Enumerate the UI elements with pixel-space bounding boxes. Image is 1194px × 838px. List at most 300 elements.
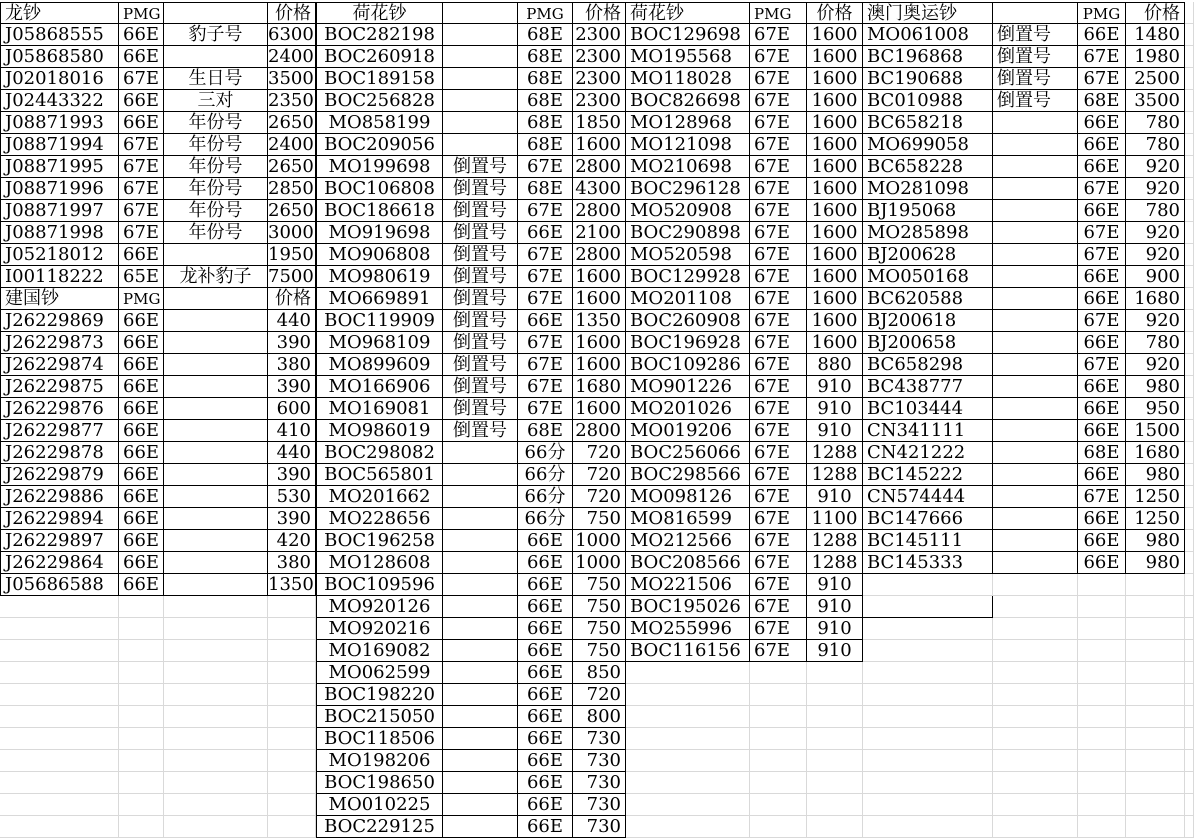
table-cell-l28[interactable]	[863, 596, 993, 618]
table-cell-l22[interactable]: BC145222	[863, 464, 993, 486]
table-cell-a20[interactable]: J26229877	[0, 420, 119, 442]
table-cell-e26[interactable]: MO128608	[316, 552, 443, 574]
table-cell-c13[interactable]: 龙补豹子	[164, 266, 268, 288]
table-cell-b19[interactable]: 66E	[119, 398, 164, 420]
table-cell-j10[interactable]: 67E	[750, 200, 807, 222]
table-cell-a32[interactable]	[0, 684, 119, 706]
table-cell-m6[interactable]	[993, 112, 1078, 134]
table-cell-e5[interactable]: BOC256828	[316, 90, 443, 112]
table-cell-n15[interactable]: 67E	[1078, 310, 1126, 332]
table-cell-g29[interactable]: 66E	[518, 618, 573, 640]
table-cell-m21[interactable]	[993, 442, 1078, 464]
table-cell-j18[interactable]: 67E	[750, 376, 807, 398]
table-cell-d9[interactable]: 2850	[268, 178, 316, 200]
table-cell-a22[interactable]: J26229879	[0, 464, 119, 486]
table-cell-d18[interactable]: 390	[268, 376, 316, 398]
table-cell-j25[interactable]: 67E	[750, 530, 807, 552]
table-cell-d26[interactable]: 380	[268, 552, 316, 574]
table-cell-n5[interactable]: 68E	[1078, 90, 1126, 112]
table-cell-l26[interactable]: BC145333	[863, 552, 993, 574]
table-cell-e17[interactable]: MO899609	[316, 354, 443, 376]
table-cell-m23[interactable]	[993, 486, 1078, 508]
table-cell-l27[interactable]	[863, 574, 993, 596]
table-cell-k38[interactable]	[807, 816, 863, 838]
table-cell-d31[interactable]	[268, 662, 316, 684]
table-cell-n33[interactable]	[1078, 706, 1126, 728]
table-cell-i30[interactable]: BOC116156	[626, 640, 750, 662]
table-cell-f12[interactable]: 倒置号	[443, 244, 518, 266]
table-cell-k31[interactable]	[807, 662, 863, 684]
table-cell-k35[interactable]	[807, 750, 863, 772]
table-cell-h12[interactable]: 2800	[573, 244, 626, 266]
table-cell-d21[interactable]: 440	[268, 442, 316, 464]
table-cell-c34[interactable]	[164, 728, 268, 750]
header-cell-p1[interactable]	[1185, 2, 1194, 24]
table-cell-n35[interactable]	[1078, 750, 1126, 772]
table-cell-m9[interactable]	[993, 178, 1078, 200]
table-cell-e30[interactable]: MO169082	[316, 640, 443, 662]
table-cell-m11[interactable]	[993, 222, 1078, 244]
table-cell-f2[interactable]	[443, 24, 518, 46]
table-cell-k4[interactable]: 1600	[807, 68, 863, 90]
table-cell-b11[interactable]: 67E	[119, 222, 164, 244]
table-cell-e6[interactable]: MO858199	[316, 112, 443, 134]
table-cell-n16[interactable]: 66E	[1078, 332, 1126, 354]
table-cell-c4[interactable]: 生日号	[164, 68, 268, 90]
table-cell-b33[interactable]	[119, 706, 164, 728]
table-cell-d11[interactable]: 3000	[268, 222, 316, 244]
table-cell-g18[interactable]: 67E	[518, 376, 573, 398]
table-cell-k19[interactable]: 910	[807, 398, 863, 420]
table-cell-j36[interactable]	[750, 772, 807, 794]
table-cell-p6[interactable]	[1185, 112, 1194, 134]
table-cell-a37[interactable]	[0, 794, 119, 816]
table-cell-f7[interactable]	[443, 134, 518, 156]
table-cell-b6[interactable]: 66E	[119, 112, 164, 134]
table-cell-o5[interactable]: 3500	[1126, 90, 1185, 112]
table-cell-m34[interactable]	[993, 728, 1078, 750]
table-cell-j34[interactable]	[750, 728, 807, 750]
table-cell-n21[interactable]: 68E	[1078, 442, 1126, 464]
table-cell-n30[interactable]	[1078, 640, 1126, 662]
table-cell-b2[interactable]: 66E	[119, 24, 164, 46]
table-cell-n32[interactable]	[1078, 684, 1126, 706]
table-cell-k22[interactable]: 1288	[807, 464, 863, 486]
table-cell-f15[interactable]: 倒置号	[443, 310, 518, 332]
table-cell-g25[interactable]: 66E	[518, 530, 573, 552]
table-cell-p28[interactable]	[1185, 596, 1194, 618]
table-cell-f32[interactable]	[443, 684, 518, 706]
table-cell-d25[interactable]: 420	[268, 530, 316, 552]
table-cell-g13[interactable]: 67E	[518, 266, 573, 288]
table-cell-j35[interactable]	[750, 750, 807, 772]
table-cell-p35[interactable]	[1185, 750, 1194, 772]
table-cell-b27[interactable]: 66E	[119, 574, 164, 596]
table-cell-n38[interactable]	[1078, 816, 1126, 838]
table-cell-g21[interactable]: 66分	[518, 442, 573, 464]
table-cell-a34[interactable]	[0, 728, 119, 750]
table-cell-a2[interactable]: J05868555	[0, 24, 119, 46]
table-cell-l31[interactable]	[863, 662, 993, 684]
table-cell-j15[interactable]: 67E	[750, 310, 807, 332]
table-cell-b24[interactable]: 66E	[119, 508, 164, 530]
table-cell-o8[interactable]: 920	[1126, 156, 1185, 178]
table-cell-p25[interactable]	[1185, 530, 1194, 552]
table-cell-b31[interactable]	[119, 662, 164, 684]
table-cell-m32[interactable]	[993, 684, 1078, 706]
table-cell-c26[interactable]	[164, 552, 268, 574]
table-cell-p5[interactable]	[1185, 90, 1194, 112]
table-cell-f20[interactable]: 倒置号	[443, 420, 518, 442]
header-cell-e1[interactable]: 荷花钞	[316, 2, 443, 24]
table-cell-h3[interactable]: 2300	[573, 46, 626, 68]
table-cell-g33[interactable]: 66E	[518, 706, 573, 728]
table-cell-h37[interactable]: 730	[573, 794, 626, 816]
table-cell-o11[interactable]: 920	[1126, 222, 1185, 244]
table-cell-k32[interactable]	[807, 684, 863, 706]
header-cell-j1[interactable]: PMG	[750, 2, 807, 24]
table-cell-h29[interactable]: 750	[573, 618, 626, 640]
table-cell-o30[interactable]	[1126, 640, 1185, 662]
table-cell-f33[interactable]	[443, 706, 518, 728]
table-cell-n7[interactable]: 66E	[1078, 134, 1126, 156]
table-cell-j21[interactable]: 67E	[750, 442, 807, 464]
table-cell-k6[interactable]: 1600	[807, 112, 863, 134]
table-cell-l13[interactable]: MO050168	[863, 266, 993, 288]
table-cell-m16[interactable]	[993, 332, 1078, 354]
table-cell-c27[interactable]	[164, 574, 268, 596]
table-cell-e7[interactable]: BOC209056	[316, 134, 443, 156]
table-cell-l19[interactable]: BC103444	[863, 398, 993, 420]
table-cell-o17[interactable]: 920	[1126, 354, 1185, 376]
table-cell-p23[interactable]	[1185, 486, 1194, 508]
header-cell-k14[interactable]: 1600	[807, 288, 863, 310]
table-cell-j12[interactable]: 67E	[750, 244, 807, 266]
table-cell-i5[interactable]: BOC826698	[626, 90, 750, 112]
table-cell-e22[interactable]: BOC565801	[316, 464, 443, 486]
table-cell-o3[interactable]: 1980	[1126, 46, 1185, 68]
table-cell-e25[interactable]: BOC196258	[316, 530, 443, 552]
table-cell-m15[interactable]	[993, 310, 1078, 332]
table-cell-l7[interactable]: MO699058	[863, 134, 993, 156]
table-cell-a19[interactable]: J26229876	[0, 398, 119, 420]
table-cell-e11[interactable]: MO919698	[316, 222, 443, 244]
table-cell-k20[interactable]: 910	[807, 420, 863, 442]
table-cell-o37[interactable]	[1126, 794, 1185, 816]
table-cell-g22[interactable]: 66分	[518, 464, 573, 486]
table-cell-i28[interactable]: BOC195026	[626, 596, 750, 618]
table-cell-k33[interactable]	[807, 706, 863, 728]
table-cell-h26[interactable]: 1000	[573, 552, 626, 574]
table-cell-c15[interactable]	[164, 310, 268, 332]
table-cell-j32[interactable]	[750, 684, 807, 706]
table-cell-p38[interactable]	[1185, 816, 1194, 838]
table-cell-h8[interactable]: 2800	[573, 156, 626, 178]
table-cell-b29[interactable]	[119, 618, 164, 640]
table-cell-d35[interactable]	[268, 750, 316, 772]
table-cell-k7[interactable]: 1600	[807, 134, 863, 156]
table-cell-b21[interactable]: 66E	[119, 442, 164, 464]
table-cell-a25[interactable]: J26229897	[0, 530, 119, 552]
table-cell-o4[interactable]: 2500	[1126, 68, 1185, 90]
table-cell-j8[interactable]: 67E	[750, 156, 807, 178]
header-cell-j14[interactable]: 67E	[750, 288, 807, 310]
header-cell-a1[interactable]: 龙钞	[0, 2, 119, 24]
table-cell-a36[interactable]	[0, 772, 119, 794]
table-cell-j26[interactable]: 67E	[750, 552, 807, 574]
table-cell-b7[interactable]: 67E	[119, 134, 164, 156]
table-cell-g34[interactable]: 66E	[518, 728, 573, 750]
table-cell-h2[interactable]: 2300	[573, 24, 626, 46]
table-cell-c24[interactable]	[164, 508, 268, 530]
table-cell-b26[interactable]: 66E	[119, 552, 164, 574]
table-cell-i22[interactable]: BOC298566	[626, 464, 750, 486]
table-cell-p4[interactable]	[1185, 68, 1194, 90]
table-cell-j2[interactable]: 67E	[750, 24, 807, 46]
table-cell-p3[interactable]	[1185, 46, 1194, 68]
table-cell-c29[interactable]	[164, 618, 268, 640]
table-cell-k21[interactable]: 1288	[807, 442, 863, 464]
table-cell-f4[interactable]	[443, 68, 518, 90]
table-cell-i2[interactable]: BOC129698	[626, 24, 750, 46]
table-cell-p26[interactable]	[1185, 552, 1194, 574]
table-cell-h36[interactable]: 730	[573, 772, 626, 794]
table-cell-d7[interactable]: 2400	[268, 134, 316, 156]
table-cell-m35[interactable]	[993, 750, 1078, 772]
table-cell-d33[interactable]	[268, 706, 316, 728]
table-cell-c35[interactable]	[164, 750, 268, 772]
table-cell-f28[interactable]	[443, 596, 518, 618]
table-cell-a15[interactable]: J26229869	[0, 310, 119, 332]
table-cell-g7[interactable]: 68E	[518, 134, 573, 156]
table-cell-c11[interactable]: 年份号	[164, 222, 268, 244]
table-cell-a17[interactable]: J26229874	[0, 354, 119, 376]
table-cell-l32[interactable]	[863, 684, 993, 706]
table-cell-o12[interactable]: 920	[1126, 244, 1185, 266]
table-cell-b13[interactable]: 65E	[119, 266, 164, 288]
table-cell-n12[interactable]: 67E	[1078, 244, 1126, 266]
table-cell-d15[interactable]: 440	[268, 310, 316, 332]
table-cell-j31[interactable]	[750, 662, 807, 684]
table-cell-h38[interactable]: 730	[573, 816, 626, 838]
table-cell-l18[interactable]: BC438777	[863, 376, 993, 398]
table-cell-c25[interactable]	[164, 530, 268, 552]
table-cell-a11[interactable]: J08871998	[0, 222, 119, 244]
table-cell-o26[interactable]: 980	[1126, 552, 1185, 574]
table-cell-a38[interactable]	[0, 816, 119, 838]
table-cell-l6[interactable]: BC658218	[863, 112, 993, 134]
table-cell-i32[interactable]	[626, 684, 750, 706]
table-cell-h17[interactable]: 1600	[573, 354, 626, 376]
table-cell-n4[interactable]: 67E	[1078, 68, 1126, 90]
header-cell-d14[interactable]: 价格	[268, 288, 316, 310]
table-cell-j24[interactable]: 67E	[750, 508, 807, 530]
table-cell-o33[interactable]	[1126, 706, 1185, 728]
table-cell-g37[interactable]: 66E	[518, 794, 573, 816]
table-cell-l34[interactable]	[863, 728, 993, 750]
table-cell-m25[interactable]	[993, 530, 1078, 552]
table-cell-p12[interactable]	[1185, 244, 1194, 266]
table-cell-j11[interactable]: 67E	[750, 222, 807, 244]
table-cell-a24[interactable]: J26229894	[0, 508, 119, 530]
table-cell-l36[interactable]	[863, 772, 993, 794]
table-cell-b36[interactable]	[119, 772, 164, 794]
table-cell-f23[interactable]	[443, 486, 518, 508]
table-cell-p24[interactable]	[1185, 508, 1194, 530]
header-cell-b14[interactable]: PMG	[119, 288, 164, 310]
table-cell-c33[interactable]	[164, 706, 268, 728]
table-cell-g4[interactable]: 68E	[518, 68, 573, 90]
header-cell-l1[interactable]: 澳门奥运钞	[863, 2, 993, 24]
table-cell-a9[interactable]: J08871996	[0, 178, 119, 200]
table-cell-j6[interactable]: 67E	[750, 112, 807, 134]
table-cell-a8[interactable]: J08871995	[0, 156, 119, 178]
table-cell-g31[interactable]: 66E	[518, 662, 573, 684]
table-cell-h32[interactable]: 720	[573, 684, 626, 706]
table-cell-d32[interactable]	[268, 684, 316, 706]
table-cell-p11[interactable]	[1185, 222, 1194, 244]
table-cell-p9[interactable]	[1185, 178, 1194, 200]
table-cell-g5[interactable]: 68E	[518, 90, 573, 112]
table-cell-n36[interactable]	[1078, 772, 1126, 794]
table-cell-f34[interactable]	[443, 728, 518, 750]
table-cell-d38[interactable]	[268, 816, 316, 838]
table-cell-e35[interactable]: MO198206	[316, 750, 443, 772]
table-cell-n37[interactable]	[1078, 794, 1126, 816]
table-cell-a29[interactable]	[0, 618, 119, 640]
table-cell-l17[interactable]: BC658298	[863, 354, 993, 376]
table-cell-k8[interactable]: 1600	[807, 156, 863, 178]
table-cell-b20[interactable]: 66E	[119, 420, 164, 442]
table-cell-i34[interactable]	[626, 728, 750, 750]
table-cell-i26[interactable]: BOC208566	[626, 552, 750, 574]
table-cell-n31[interactable]	[1078, 662, 1126, 684]
table-cell-h30[interactable]: 750	[573, 640, 626, 662]
table-cell-k18[interactable]: 910	[807, 376, 863, 398]
table-cell-h15[interactable]: 1350	[573, 310, 626, 332]
table-cell-e16[interactable]: MO968109	[316, 332, 443, 354]
table-cell-a18[interactable]: J26229875	[0, 376, 119, 398]
table-cell-h16[interactable]: 1600	[573, 332, 626, 354]
table-cell-n26[interactable]: 66E	[1078, 552, 1126, 574]
table-cell-k5[interactable]: 1600	[807, 90, 863, 112]
header-cell-o14[interactable]: 1680	[1126, 288, 1185, 310]
table-cell-o9[interactable]: 920	[1126, 178, 1185, 200]
table-cell-p20[interactable]	[1185, 420, 1194, 442]
header-cell-i1[interactable]: 荷花钞	[626, 2, 750, 24]
table-cell-b25[interactable]: 66E	[119, 530, 164, 552]
table-cell-k2[interactable]: 1600	[807, 24, 863, 46]
header-cell-f14[interactable]: 倒置号	[443, 288, 518, 310]
table-cell-l33[interactable]	[863, 706, 993, 728]
table-cell-j17[interactable]: 67E	[750, 354, 807, 376]
table-cell-f38[interactable]	[443, 816, 518, 838]
table-cell-d4[interactable]: 3500	[268, 68, 316, 90]
table-cell-o20[interactable]: 1500	[1126, 420, 1185, 442]
table-cell-i37[interactable]	[626, 794, 750, 816]
table-cell-a16[interactable]: J26229873	[0, 332, 119, 354]
table-cell-p32[interactable]	[1185, 684, 1194, 706]
table-cell-f11[interactable]: 倒置号	[443, 222, 518, 244]
table-cell-f24[interactable]	[443, 508, 518, 530]
table-cell-h28[interactable]: 750	[573, 596, 626, 618]
table-cell-m24[interactable]	[993, 508, 1078, 530]
header-cell-n14[interactable]: 66E	[1078, 288, 1126, 310]
table-cell-m37[interactable]	[993, 794, 1078, 816]
table-cell-a4[interactable]: J02018016	[0, 68, 119, 90]
table-cell-e9[interactable]: BOC106808	[316, 178, 443, 200]
table-cell-h13[interactable]: 1600	[573, 266, 626, 288]
table-cell-n19[interactable]: 66E	[1078, 398, 1126, 420]
table-cell-g36[interactable]: 66E	[518, 772, 573, 794]
table-cell-o22[interactable]: 980	[1126, 464, 1185, 486]
table-cell-g26[interactable]: 66E	[518, 552, 573, 574]
table-cell-a12[interactable]: J05218012	[0, 244, 119, 266]
table-cell-e4[interactable]: BOC189158	[316, 68, 443, 90]
table-cell-e37[interactable]: MO010225	[316, 794, 443, 816]
table-cell-f21[interactable]	[443, 442, 518, 464]
table-cell-p18[interactable]	[1185, 376, 1194, 398]
table-cell-o29[interactable]	[1126, 618, 1185, 640]
header-cell-b1[interactable]: PMG	[119, 2, 164, 24]
table-cell-m18[interactable]	[993, 376, 1078, 398]
table-cell-n24[interactable]: 66E	[1078, 508, 1126, 530]
table-cell-g28[interactable]: 66E	[518, 596, 573, 618]
table-cell-l35[interactable]	[863, 750, 993, 772]
table-cell-g27[interactable]: 66E	[518, 574, 573, 596]
table-cell-h27[interactable]: 750	[573, 574, 626, 596]
header-cell-k1[interactable]: 价格	[807, 2, 863, 24]
table-cell-k23[interactable]: 910	[807, 486, 863, 508]
table-cell-j20[interactable]: 67E	[750, 420, 807, 442]
table-cell-c3[interactable]	[164, 46, 268, 68]
table-cell-l11[interactable]: MO285898	[863, 222, 993, 244]
header-cell-l14[interactable]: BC620588	[863, 288, 993, 310]
header-cell-m14[interactable]	[993, 288, 1078, 310]
table-cell-i11[interactable]: BOC290898	[626, 222, 750, 244]
table-cell-h25[interactable]: 1000	[573, 530, 626, 552]
table-cell-p16[interactable]	[1185, 332, 1194, 354]
table-cell-m36[interactable]	[993, 772, 1078, 794]
table-cell-l3[interactable]: BC196868	[863, 46, 993, 68]
table-cell-d30[interactable]	[268, 640, 316, 662]
table-cell-g16[interactable]: 67E	[518, 332, 573, 354]
table-cell-n25[interactable]: 66E	[1078, 530, 1126, 552]
table-cell-e20[interactable]: MO986019	[316, 420, 443, 442]
table-cell-d29[interactable]	[268, 618, 316, 640]
table-cell-c30[interactable]	[164, 640, 268, 662]
table-cell-b35[interactable]	[119, 750, 164, 772]
table-cell-a21[interactable]: J26229878	[0, 442, 119, 464]
table-cell-c38[interactable]	[164, 816, 268, 838]
table-cell-b12[interactable]: 66E	[119, 244, 164, 266]
table-cell-k30[interactable]: 910	[807, 640, 863, 662]
table-cell-b17[interactable]: 66E	[119, 354, 164, 376]
table-cell-a13[interactable]: I00118222	[0, 266, 119, 288]
table-cell-l8[interactable]: BC658228	[863, 156, 993, 178]
table-cell-f35[interactable]	[443, 750, 518, 772]
table-cell-i29[interactable]: MO255996	[626, 618, 750, 640]
table-cell-c22[interactable]	[164, 464, 268, 486]
table-cell-f5[interactable]	[443, 90, 518, 112]
table-cell-n20[interactable]: 66E	[1078, 420, 1126, 442]
table-cell-d22[interactable]: 390	[268, 464, 316, 486]
table-cell-l20[interactable]: CN341111	[863, 420, 993, 442]
table-cell-c16[interactable]	[164, 332, 268, 354]
table-cell-h6[interactable]: 1850	[573, 112, 626, 134]
table-cell-f25[interactable]	[443, 530, 518, 552]
table-cell-c37[interactable]	[164, 794, 268, 816]
